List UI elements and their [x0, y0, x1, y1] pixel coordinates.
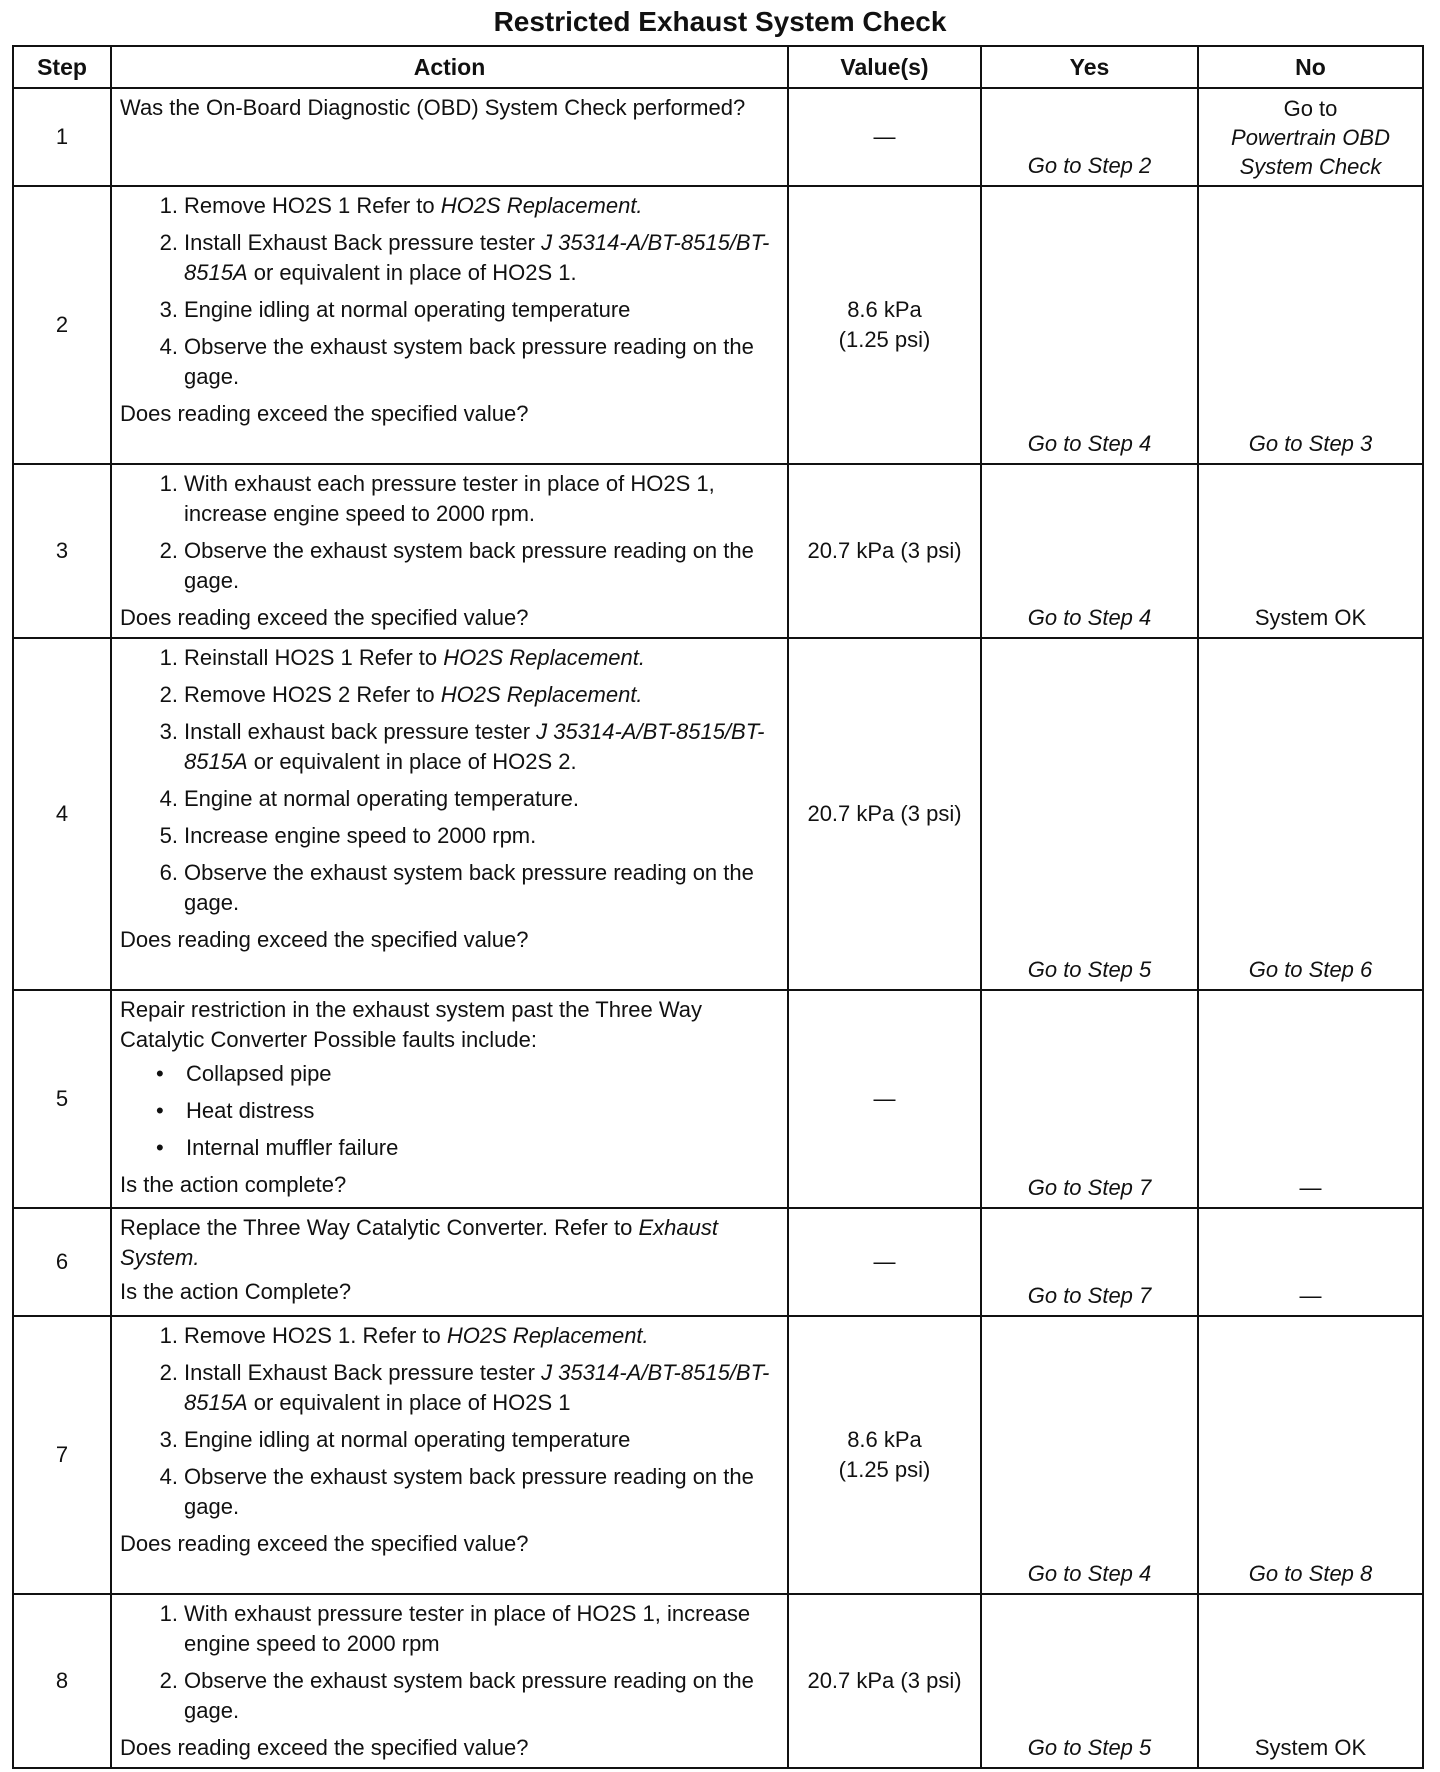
step-number: 3 [13, 464, 111, 638]
value-cell: 20.7 kPa (3 psi) [788, 638, 981, 990]
table-row [13, 1316, 1423, 1594]
header-action: Action [111, 46, 788, 88]
action-cell [111, 464, 788, 638]
yes-cell: Go to Step 5 [981, 1594, 1198, 1768]
list-item: • Internal muffler failure [156, 1135, 399, 1160]
list-item: 3. Engine idling at normal operating temperature [159, 297, 631, 322]
action-cell [111, 1208, 788, 1316]
list-item: 1. With exhaust each pressure tester in place of HO2S 1, increase engine speed to 2000 rpm. [159, 471, 715, 526]
yes-cell: Go to Step 2 [981, 88, 1198, 186]
action-cell [111, 990, 788, 1208]
action-text: Repair restriction in the exhaust system past the Three Way Catalytic Converter Possible faults include: [120, 997, 703, 1052]
value-cell: — [788, 990, 981, 1208]
list-item: 2. Install Exhaust Back pressure tester J 35314-A/BT-8515/BT-8515A or equivalent in place of HO2S 1. [159, 230, 770, 285]
yes-cell: Go to Step 4 [981, 186, 1198, 464]
list-item: 3. Install exhaust back pressure tester J 35314-A/BT-8515/BT-8515A or equivalent in place of HO2S 2. [159, 719, 765, 774]
header-yes: Yes [981, 46, 1198, 88]
no-cell: — [1198, 990, 1423, 1208]
action-cell [111, 186, 788, 464]
table-row [13, 88, 1423, 186]
action-question: Is the action Complete? [120, 1279, 352, 1304]
yes-cell: Go to Step 4 [981, 464, 1198, 638]
no-line: Powertrain OBD [1231, 125, 1390, 150]
action-cell [111, 638, 788, 990]
step-number: 4 [13, 638, 111, 990]
table-row [13, 638, 1423, 990]
list-item: 1. Remove HO2S 1. Refer to HO2S Replacement. [159, 1323, 649, 1348]
step-number: 2 [13, 186, 111, 464]
table-header-row [13, 46, 1423, 88]
list-item: 2. Remove HO2S 2 Refer to HO2S Replacement. [159, 682, 643, 707]
yes-cell: Go to Step 4 [981, 1316, 1198, 1594]
table-row [13, 1208, 1423, 1316]
action-question: Does reading exceed the specified value? [120, 1531, 529, 1556]
list-item: 2. Observe the exhaust system back pressure reading on the gage. [159, 1668, 754, 1723]
list-item: 1. Reinstall HO2S 1 Refer to HO2S Replacement. [159, 645, 645, 670]
action-question: Does reading exceed the specified value? [120, 605, 529, 630]
table-row [13, 464, 1423, 638]
value-cell: — [788, 1208, 981, 1316]
table-row [13, 186, 1423, 464]
list-item: • Heat distress [156, 1098, 315, 1123]
header-step: Step [13, 46, 111, 88]
step-number: 7 [13, 1316, 111, 1594]
action-cell [111, 88, 788, 186]
list-item: 1. With exhaust pressure tester in place of HO2S 1, increase engine speed to 2000 rpm [159, 1601, 751, 1656]
action-text: Was the On-Board Diagnostic (OBD) System Check performed? [120, 95, 746, 120]
list-item: 4. Observe the exhaust system back pressure reading on the gage. [159, 1464, 754, 1519]
list-item: 1. Remove HO2S 1 Refer to HO2S Replacement. [159, 193, 643, 218]
no-line: Go to [1283, 96, 1338, 121]
step-number: 6 [13, 1208, 111, 1316]
list-item: • Collapsed pipe [156, 1061, 332, 1086]
action-question: Does reading exceed the specified value? [120, 1735, 529, 1760]
no-cell: Go to Step 8 [1198, 1316, 1423, 1594]
value-cell: 8.6 kPa (1.25 psi) [788, 1316, 981, 1594]
no-line: System Check [1239, 154, 1382, 179]
header-no: No [1198, 46, 1423, 88]
action-question: Is the action complete? [120, 1172, 347, 1197]
step-number: 1 [13, 88, 111, 186]
no-cell: Go to Step 6 [1198, 638, 1423, 990]
list-item: 6. Observe the exhaust system back pressure reading on the gage. [159, 860, 754, 915]
no-cell: System OK [1198, 1594, 1423, 1768]
no-cell [1198, 88, 1423, 186]
list-item: 3. Engine idling at normal operating temperature [159, 1427, 631, 1452]
yes-cell: Go to Step 5 [981, 638, 1198, 990]
table-row [13, 1594, 1423, 1768]
no-cell: — [1198, 1208, 1423, 1316]
table-row [13, 990, 1423, 1208]
value-cell: 20.7 kPa (3 psi) [788, 1594, 981, 1768]
step-number: 8 [13, 1594, 111, 1768]
diagnostic-table [12, 45, 1424, 1769]
page-title: Restricted Exhaust System Check [493, 6, 947, 37]
yes-cell: Go to Step 7 [981, 990, 1198, 1208]
no-cell: System OK [1198, 464, 1423, 638]
list-item: 4. Engine at normal operating temperature. [159, 786, 580, 811]
list-item: 2. Observe the exhaust system back pressure reading on the gage. [159, 538, 754, 593]
action-question: Does reading exceed the specified value? [120, 927, 529, 952]
value-cell: — [788, 88, 981, 186]
list-item: 2. Install Exhaust Back pressure tester J 35314-A/BT-8515/BT-8515A or equivalent in place of HO2S 1 [159, 1360, 770, 1415]
action-cell [111, 1316, 788, 1594]
action-cell [111, 1594, 788, 1768]
no-cell: Go to Step 3 [1198, 186, 1423, 464]
action-question: Does reading exceed the specified value? [120, 401, 529, 426]
list-item: 4. Observe the exhaust system back pressure reading on the gage. [159, 334, 754, 389]
step-number: 5 [13, 990, 111, 1208]
header-values: Value(s) [788, 46, 981, 88]
value-cell: 20.7 kPa (3 psi) [788, 464, 981, 638]
action-text: Replace the Three Way Catalytic Converter. Refer to Exhaust System. [120, 1215, 718, 1270]
list-item: 5. Increase engine speed to 2000 rpm. [159, 823, 537, 848]
value-cell: 8.6 kPa (1.25 psi) [788, 186, 981, 464]
yes-cell: Go to Step 7 [981, 1208, 1198, 1316]
